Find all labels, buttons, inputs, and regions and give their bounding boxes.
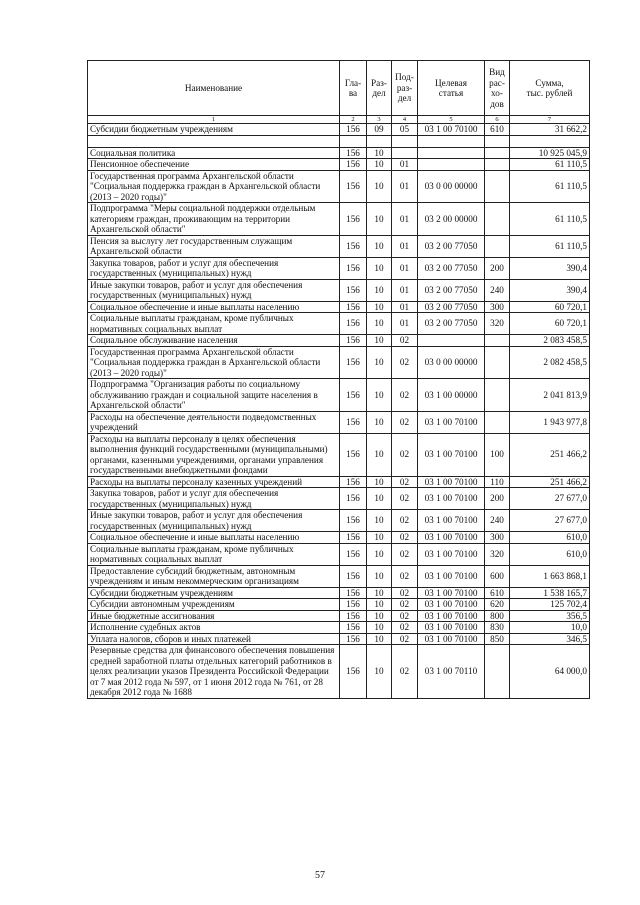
cell-glava: 156 xyxy=(340,411,367,433)
table-row xyxy=(88,433,590,476)
table-row xyxy=(88,543,590,565)
cell-sum: 61 110,5 xyxy=(510,235,590,257)
cell-podrazdel: 02 xyxy=(392,346,418,379)
header-glava: Гла- ва xyxy=(340,61,367,116)
cell-glava: 156 xyxy=(340,159,367,171)
cell-glava: 156 xyxy=(340,488,367,510)
cell-name: Государственная программа Архангельской области "Социальная поддержка граждан в Архангельской области (2013 – 2020 годы)" xyxy=(88,346,340,379)
cell-glava: 156 xyxy=(340,645,367,699)
cell-name: Уплата налогов, сборов и иных платежей xyxy=(88,633,340,645)
cell-vid xyxy=(485,645,510,699)
cell-sum xyxy=(510,135,590,147)
cell-podrazdel: 02 xyxy=(392,622,418,634)
cell-target: 03 1 00 70100 xyxy=(418,476,485,488)
cell-vid xyxy=(485,379,510,412)
cell-vid xyxy=(485,335,510,347)
cell-podrazdel: 02 xyxy=(392,433,418,476)
cell-sum: 64 000,0 xyxy=(510,645,590,699)
table-row xyxy=(88,170,590,203)
cell-target: 03 1 00 70100 xyxy=(418,599,485,611)
cell-sum: 60 720,1 xyxy=(510,301,590,313)
cell-glava: 156 xyxy=(340,599,367,611)
cell-vid: 110 xyxy=(485,476,510,488)
cell-podrazdel: 05 xyxy=(392,124,418,136)
table-row xyxy=(88,257,590,279)
table-row xyxy=(88,510,590,532)
cell-vid xyxy=(485,159,510,171)
header-sum: Сумма, тыс. рублей xyxy=(510,61,590,116)
cell-name: Пенсия за выслугу лет государственным служащим Архангельской области xyxy=(88,235,340,257)
cell-sum: 27 677,0 xyxy=(510,488,590,510)
table-row xyxy=(88,203,590,236)
cell-razdel: 10 xyxy=(367,587,392,599)
cell-podrazdel: 01 xyxy=(392,170,418,203)
cell-target: 03 1 00 70100 xyxy=(418,587,485,599)
cell-razdel: 10 xyxy=(367,203,392,236)
cell-name: Социальные выплаты гражданам, кроме публичных нормативных социальных выплат xyxy=(88,543,340,565)
cell-name: Расходы на обеспечение деятельности подведомственных учреждений xyxy=(88,411,340,433)
cell-glava: 156 xyxy=(340,203,367,236)
table-row xyxy=(88,124,590,136)
cell-name: Подпрограмма "Организация работы по социальному обслуживанию граждан и социальной защите населения в Архангельской области" xyxy=(88,379,340,412)
cell-glava: 156 xyxy=(340,235,367,257)
cell-name: Резервные средства для финансового обеспечения повышения средней заработной платы отдельных категорий работников в целях реализации указов Президента Российской Федерации от 7 мая 2012 года № 597, от 1 июня 2012 года № 761, от 28 декабря 2012 года № 1688 xyxy=(88,645,340,699)
cell-podrazdel xyxy=(392,135,418,147)
cell-podrazdel: 02 xyxy=(392,633,418,645)
cell-glava: 156 xyxy=(340,124,367,136)
cell-razdel: 10 xyxy=(367,235,392,257)
cell-vid: 200 xyxy=(485,257,510,279)
cell-razdel: 10 xyxy=(367,532,392,544)
column-number: 1 xyxy=(88,116,340,124)
cell-glava: 156 xyxy=(340,301,367,313)
cell-razdel: 10 xyxy=(367,645,392,699)
cell-podrazdel: 02 xyxy=(392,335,418,347)
table-row xyxy=(88,379,590,412)
cell-podrazdel: 02 xyxy=(392,599,418,611)
cell-razdel: 10 xyxy=(367,159,392,171)
cell-glava: 156 xyxy=(340,313,367,335)
cell-target: 03 0 00 00000 xyxy=(418,346,485,379)
cell-sum: 61 110,5 xyxy=(510,159,590,171)
cell-sum: 610,0 xyxy=(510,543,590,565)
cell-name: Пенсионное обеспечение xyxy=(88,159,340,171)
cell-vid: 610 xyxy=(485,124,510,136)
column-number: 6 xyxy=(485,116,510,124)
cell-sum: 2 041 813,9 xyxy=(510,379,590,412)
header-target: Целевая статья xyxy=(418,61,485,116)
table-row xyxy=(88,587,590,599)
cell-razdel: 10 xyxy=(367,610,392,622)
cell-razdel: 10 xyxy=(367,565,392,587)
cell-podrazdel: 02 xyxy=(392,510,418,532)
cell-name: Социальное обслуживание населения xyxy=(88,335,340,347)
table-row xyxy=(88,622,590,634)
cell-glava: 156 xyxy=(340,476,367,488)
cell-podrazdel: 02 xyxy=(392,645,418,699)
table-body xyxy=(88,124,590,699)
header-podrazdel: Под- раз- дел xyxy=(392,61,418,116)
cell-sum: 60 720,1 xyxy=(510,313,590,335)
cell-razdel: 10 xyxy=(367,599,392,611)
cell-name: Предоставление субсидий бюджетным, автономным учреждениям и иным некоммерческим организациям xyxy=(88,565,340,587)
cell-target: 03 1 00 70100 xyxy=(418,610,485,622)
table-row xyxy=(88,335,590,347)
budget-table xyxy=(87,60,590,699)
cell-razdel: 10 xyxy=(367,622,392,634)
cell-vid: 300 xyxy=(485,301,510,313)
cell-podrazdel: 02 xyxy=(392,476,418,488)
cell-razdel: 10 xyxy=(367,170,392,203)
cell-name: Закупка товаров, работ и услуг для обеспечения государственных (муниципальных) нужд xyxy=(88,488,340,510)
table-row xyxy=(88,346,590,379)
cell-vid: 100 xyxy=(485,433,510,476)
cell-sum: 10 925 045,9 xyxy=(510,147,590,159)
table-row xyxy=(88,488,590,510)
cell-glava: 156 xyxy=(340,587,367,599)
cell-glava: 156 xyxy=(340,279,367,301)
cell-vid: 200 xyxy=(485,488,510,510)
cell-sum: 1 663 868,1 xyxy=(510,565,590,587)
cell-sum: 61 110,5 xyxy=(510,170,590,203)
cell-name: Иные бюджетные ассигнования xyxy=(88,610,340,622)
cell-target: 03 0 00 00000 xyxy=(418,170,485,203)
cell-razdel: 10 xyxy=(367,379,392,412)
header-vid: Вид рас- хо- дов xyxy=(485,61,510,116)
cell-razdel: 10 xyxy=(367,476,392,488)
cell-target: 03 1 00 70110 xyxy=(418,645,485,699)
column-number: 7 xyxy=(510,116,590,124)
cell-sum: 356,5 xyxy=(510,610,590,622)
cell-razdel: 10 xyxy=(367,335,392,347)
table-row xyxy=(88,235,590,257)
page-number: 57 xyxy=(315,870,325,881)
cell-name: Закупка товаров, работ и услуг для обеспечения государственных (муниципальных) нужд xyxy=(88,257,340,279)
cell-target: 03 1 00 70100 xyxy=(418,633,485,645)
cell-vid xyxy=(485,203,510,236)
cell-sum: 610,0 xyxy=(510,532,590,544)
cell-sum: 27 677,0 xyxy=(510,510,590,532)
cell-razdel: 10 xyxy=(367,510,392,532)
cell-podrazdel: 01 xyxy=(392,235,418,257)
cell-target: 03 1 00 70100 xyxy=(418,411,485,433)
cell-razdel: 10 xyxy=(367,257,392,279)
cell-name: Социальное обеспечение и иные выплаты населению xyxy=(88,301,340,313)
cell-vid: 800 xyxy=(485,610,510,622)
cell-vid xyxy=(485,411,510,433)
cell-name: Подпрограмма "Меры социальной поддержки отдельным категориям граждан, проживающим на территории Архангельской области" xyxy=(88,203,340,236)
cell-podrazdel: 02 xyxy=(392,488,418,510)
cell-target: 03 1 00 70100 xyxy=(418,488,485,510)
cell-podrazdel: 02 xyxy=(392,379,418,412)
cell-sum: 2 082 458,5 xyxy=(510,346,590,379)
cell-target: 03 1 00 70100 xyxy=(418,543,485,565)
table-row xyxy=(88,301,590,313)
cell-target: 03 2 00 77050 xyxy=(418,279,485,301)
cell-name xyxy=(88,135,340,147)
cell-name: Иные закупки товаров, работ и услуг для обеспечения государственных (муниципальных) нужд xyxy=(88,510,340,532)
cell-vid: 320 xyxy=(485,543,510,565)
cell-name: Государственная программа Архангельской области "Социальная поддержка граждан в Архангельской области (2013 – 2020 годы)" xyxy=(88,170,340,203)
cell-sum: 10,0 xyxy=(510,622,590,634)
table-row xyxy=(88,565,590,587)
cell-target: 03 2 00 77050 xyxy=(418,235,485,257)
cell-sum: 346,5 xyxy=(510,633,590,645)
cell-vid xyxy=(485,170,510,203)
cell-glava: 156 xyxy=(340,532,367,544)
cell-podrazdel: 02 xyxy=(392,543,418,565)
cell-razdel xyxy=(367,135,392,147)
cell-razdel: 10 xyxy=(367,313,392,335)
cell-vid: 240 xyxy=(485,510,510,532)
cell-vid: 240 xyxy=(485,279,510,301)
cell-sum: 61 110,5 xyxy=(510,203,590,236)
cell-vid: 830 xyxy=(485,622,510,634)
cell-podrazdel: 01 xyxy=(392,159,418,171)
table-row-blank xyxy=(88,135,590,147)
cell-sum: 251 466,2 xyxy=(510,476,590,488)
cell-name: Расходы на выплаты персоналу в целях обеспечения выполнения функций государственными (муниципальными) органами, казенными учреждениями, органами управления государственными внебюджетными фондами xyxy=(88,433,340,476)
cell-razdel: 10 xyxy=(367,346,392,379)
cell-target: 03 2 00 77050 xyxy=(418,257,485,279)
cell-sum: 125 702,4 xyxy=(510,599,590,611)
table-row xyxy=(88,476,590,488)
cell-razdel: 10 xyxy=(367,543,392,565)
cell-target: 03 1 00 00000 xyxy=(418,379,485,412)
table-row xyxy=(88,599,590,611)
table-row xyxy=(88,147,590,159)
cell-podrazdel xyxy=(392,147,418,159)
table-header-row xyxy=(88,61,590,116)
cell-podrazdel: 02 xyxy=(392,610,418,622)
cell-vid xyxy=(485,346,510,379)
cell-target xyxy=(418,147,485,159)
cell-vid xyxy=(485,235,510,257)
cell-sum: 390,4 xyxy=(510,279,590,301)
cell-target: 03 2 00 77050 xyxy=(418,313,485,335)
table-row xyxy=(88,633,590,645)
table-row xyxy=(88,411,590,433)
cell-vid xyxy=(485,135,510,147)
cell-target: 03 2 00 77050 xyxy=(418,301,485,313)
cell-razdel: 10 xyxy=(367,433,392,476)
cell-glava: 156 xyxy=(340,170,367,203)
table-row xyxy=(88,159,590,171)
cell-target: 03 1 00 70100 xyxy=(418,565,485,587)
cell-podrazdel: 02 xyxy=(392,411,418,433)
cell-target: 03 1 00 70100 xyxy=(418,622,485,634)
cell-podrazdel: 01 xyxy=(392,257,418,279)
cell-podrazdel: 01 xyxy=(392,203,418,236)
table-row xyxy=(88,313,590,335)
cell-name: Расходы на выплаты персоналу казенных учреждений xyxy=(88,476,340,488)
cell-podrazdel: 01 xyxy=(392,301,418,313)
cell-name: Социальная политика xyxy=(88,147,340,159)
cell-target: 03 1 00 70100 xyxy=(418,124,485,136)
cell-name: Исполнение судебных актов xyxy=(88,622,340,634)
cell-vid: 610 xyxy=(485,587,510,599)
cell-name: Социальное обеспечение и иные выплаты населению xyxy=(88,532,340,544)
cell-vid: 600 xyxy=(485,565,510,587)
cell-podrazdel: 01 xyxy=(392,279,418,301)
cell-glava: 156 xyxy=(340,633,367,645)
cell-podrazdel: 01 xyxy=(392,313,418,335)
cell-vid: 320 xyxy=(485,313,510,335)
cell-target: 03 1 00 70100 xyxy=(418,510,485,532)
cell-glava: 156 xyxy=(340,622,367,634)
cell-sum: 1 538 165,7 xyxy=(510,587,590,599)
budget-table-document xyxy=(87,60,589,699)
column-number: 4 xyxy=(392,116,418,124)
cell-target: 03 2 00 00000 xyxy=(418,203,485,236)
cell-glava xyxy=(340,135,367,147)
cell-razdel: 09 xyxy=(367,124,392,136)
cell-razdel: 10 xyxy=(367,411,392,433)
cell-sum: 31 662,2 xyxy=(510,124,590,136)
cell-target xyxy=(418,135,485,147)
table-row xyxy=(88,532,590,544)
cell-glava: 156 xyxy=(340,257,367,279)
cell-target: 03 1 00 70100 xyxy=(418,532,485,544)
cell-razdel: 10 xyxy=(367,633,392,645)
cell-name: Социальные выплаты гражданам, кроме публичных нормативных социальных выплат xyxy=(88,313,340,335)
cell-podrazdel: 02 xyxy=(392,587,418,599)
column-number-row xyxy=(88,116,590,124)
cell-glava: 156 xyxy=(340,335,367,347)
cell-vid: 620 xyxy=(485,599,510,611)
cell-name: Субсидии автономным учреждениям xyxy=(88,599,340,611)
cell-glava: 156 xyxy=(340,379,367,412)
cell-target: 03 1 00 70100 xyxy=(418,433,485,476)
cell-razdel: 10 xyxy=(367,279,392,301)
cell-name: Субсидии бюджетным учреждениям xyxy=(88,124,340,136)
column-number: 2 xyxy=(340,116,367,124)
cell-glava: 156 xyxy=(340,433,367,476)
cell-target xyxy=(418,335,485,347)
column-number: 5 xyxy=(418,116,485,124)
cell-glava: 156 xyxy=(340,610,367,622)
cell-sum: 251 466,2 xyxy=(510,433,590,476)
table-row xyxy=(88,645,590,699)
cell-vid xyxy=(485,147,510,159)
table-row xyxy=(88,279,590,301)
header-razdel: Раз- дел xyxy=(367,61,392,116)
cell-glava: 156 xyxy=(340,346,367,379)
cell-name: Субсидии бюджетным учреждениям xyxy=(88,587,340,599)
cell-sum: 390,4 xyxy=(510,257,590,279)
cell-razdel: 10 xyxy=(367,301,392,313)
cell-podrazdel: 02 xyxy=(392,565,418,587)
cell-vid: 300 xyxy=(485,532,510,544)
cell-target xyxy=(418,159,485,171)
cell-vid: 850 xyxy=(485,633,510,645)
header-name: Наименование xyxy=(88,61,340,116)
cell-sum: 2 083 458,5 xyxy=(510,335,590,347)
table-row xyxy=(88,610,590,622)
cell-razdel: 10 xyxy=(367,488,392,510)
cell-podrazdel: 02 xyxy=(392,532,418,544)
cell-sum: 1 943 977,8 xyxy=(510,411,590,433)
cell-glava: 156 xyxy=(340,565,367,587)
cell-razdel: 10 xyxy=(367,147,392,159)
column-number: 3 xyxy=(367,116,392,124)
cell-glava: 156 xyxy=(340,543,367,565)
cell-name: Иные закупки товаров, работ и услуг для обеспечения государственных (муниципальных) нужд xyxy=(88,279,340,301)
cell-glava: 156 xyxy=(340,510,367,532)
cell-glava: 156 xyxy=(340,147,367,159)
